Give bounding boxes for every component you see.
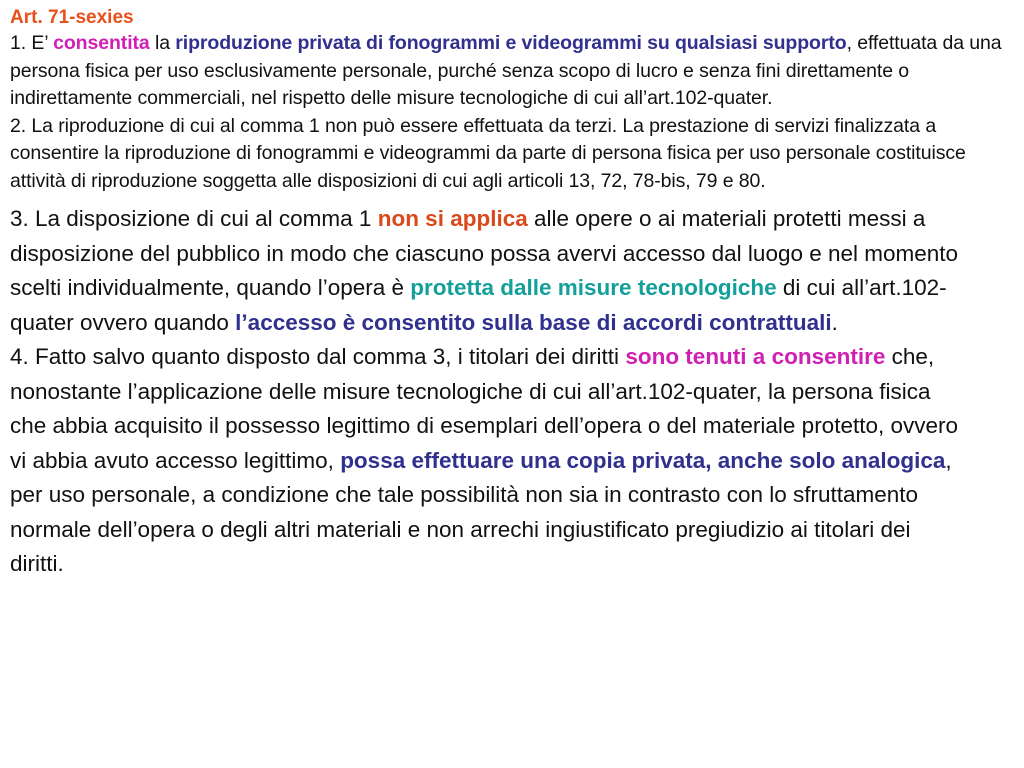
paragraph-comma-1 (10, 30, 1010, 113)
paragraph-comma-2 (10, 113, 1010, 196)
comma-1-highlight-consentita: consentita (53, 32, 150, 54)
comma-4-highlight-copia-privata: possa effettuare una copia privata, anche solo analogica (340, 447, 946, 473)
comma-4-highlight-sono-tenuti: sono tenuti a consentire (625, 344, 886, 369)
paragraph-comma-4 (10, 340, 970, 582)
comma-3-text-e: di cui all’art.102-quater ovvero quando (10, 275, 947, 335)
comma-1-highlight-riproduzione: riproduzione privata di fonogrammi e videogrammi su qualsiasi supporto (175, 32, 847, 54)
comma-3-highlight-accordi-contrattuali: l’accesso è consentito sulla base di accordi contrattuali (235, 309, 832, 335)
paragraph-comma-3 (10, 202, 970, 340)
comma-1-text-c: la (149, 32, 176, 54)
article-title: Art. 71-sexies (10, 7, 134, 28)
comma-3-text-a: 3. La disposizione di cui al comma 1 (10, 206, 378, 231)
comma-1-text-a: 1. E’ (10, 32, 54, 54)
comma-3-highlight-non-si-applica: non si applica (377, 206, 528, 231)
comma-3-text-g: . (831, 309, 838, 335)
comma-4-text-a: 4. Fatto salvo quanto disposto dal comma 3, i titolari dei diritti (10, 344, 626, 369)
slide (10, 6, 1010, 582)
comma-4-text-e: , per uso personale, a condizione che tale possibilità non sia in contrasto con lo sfruttamento normale dell’opera o degli altri materiali e non arrechi ingiustificato pregiudizio ai titolari dei diritti. (10, 447, 952, 576)
comma-2-text: 2. La riproduzione di cui al comma 1 non può essere effettuata da terzi. La prestazione di servizi finalizzata a consentire la riproduzione di fonogrammi e videogrammi da parte di persona fisica per uso personale costituisce attività di riproduzione soggetta alle disposizioni di cui agli articoli 13, 72, 78-bis, 79 e 80. (10, 114, 966, 192)
comma-3-text-c: alle opere o ai materiali protetti messi a disposizione del pubblico in modo che ciascuno possa avervi accesso dal luogo e nel momento scelti individualmente, quando l’opera è (10, 206, 959, 300)
comma-4-text-c: che, nonostante l’applicazione delle misure tecnologiche di cui all’art.102-quater, la persona fisica che abbia acquisito il possesso legittimo di esemplari dell’opera o del materiale protetto, ovvero vi abbia avuto accesso legittimo, (10, 344, 959, 473)
comma-3-highlight-misure-tecnologiche: protetta dalle misure tecnologiche (410, 275, 777, 300)
paragraph-gap (10, 195, 1010, 202)
comma-1-text-e: , effettuata da una persona fisica per uso esclusivamente personale, purché senza scopo di lucro e senza fini direttamente o indirettamente commerciali, nel rispetto delle misure tecnologiche di cui all’art.102-quater. (10, 32, 1002, 109)
